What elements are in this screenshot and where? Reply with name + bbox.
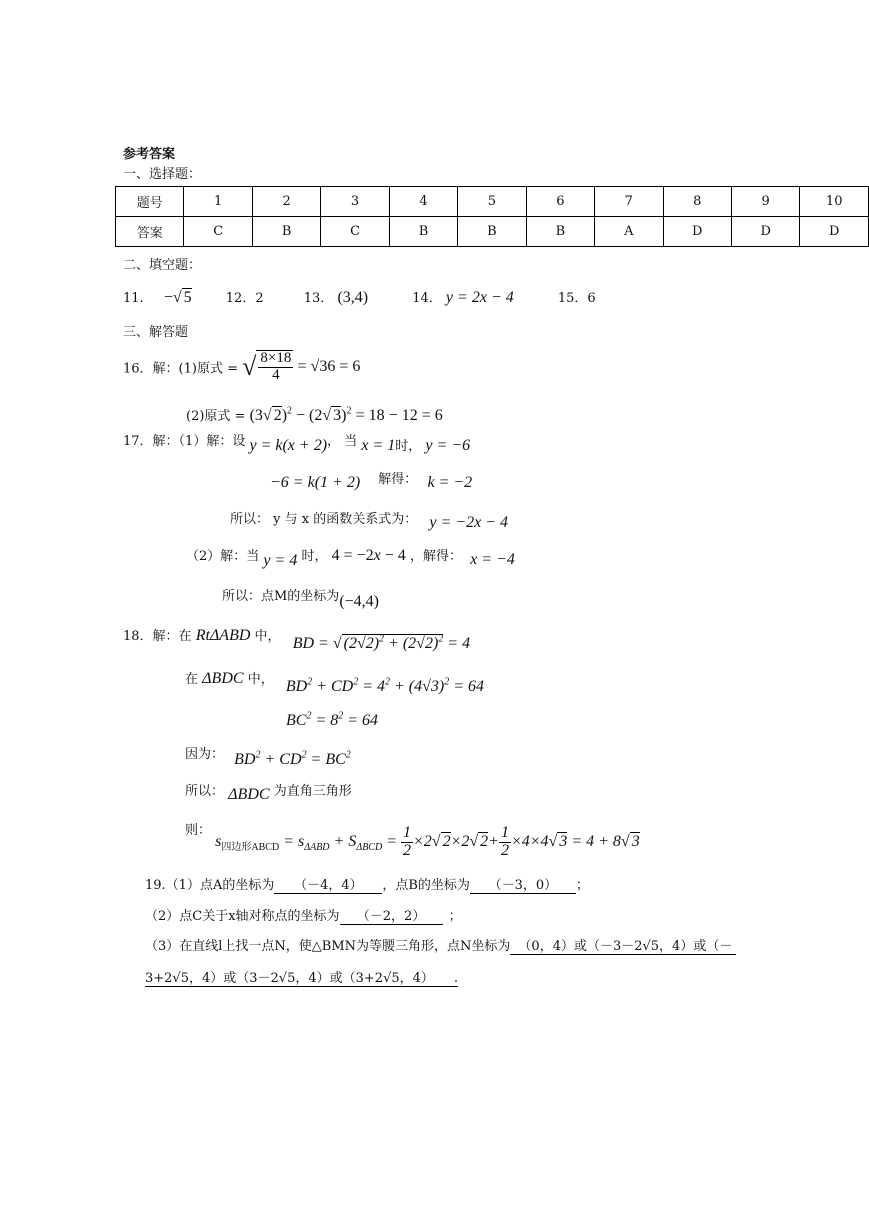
math-expr: RtΔABD <box>195 627 251 644</box>
q19-p1-a: 19.（1）点A的坐标为 <box>145 878 275 893</box>
q19-p3-a: （3）在直线l上找一点N，使△BMN为等腰三角形，点N坐标为 <box>145 939 511 954</box>
q17-suoyi2: 所以：点M的坐标为 <box>222 589 340 604</box>
section-solve-heading: 三、解答题 <box>123 325 189 340</box>
q18-suoyi: 所以： <box>185 784 225 799</box>
q16-result2: = 18 − 12 = 6 <box>355 407 443 424</box>
q19-answer-n2 <box>145 967 458 987</box>
q18-zai: 在 <box>185 672 199 687</box>
math-expr: (−4,4) <box>339 593 379 610</box>
q18-line1 <box>123 625 471 652</box>
q18-yinwei: 因为： <box>185 747 225 762</box>
q19-p1-c: ； <box>575 878 589 893</box>
q18-zhijiao: 为直角三角形 <box>273 784 352 799</box>
math-expr: y = −6 <box>425 437 471 454</box>
table-cell: 3 <box>321 187 389 217</box>
math-expr: −6 = k(1 + 2) <box>270 474 361 491</box>
q18-line2 <box>185 668 485 695</box>
q17-line1: 17．解：（1）解：设 y = k(x + 2)， 当 x = 1时， y = −6 <box>123 434 471 454</box>
q19-answer-a: （－4，4） <box>274 874 382 894</box>
q19-answer-n1: （0，4）或（－3－2√5，4）或（－ <box>510 935 736 955</box>
table-cell: 6 <box>526 187 594 217</box>
math-expr: 4 = −2x − 4 <box>331 547 406 564</box>
q18-line3 <box>286 711 378 730</box>
table-cell: 1 <box>184 187 252 217</box>
q18-ze: 则： <box>185 822 212 838</box>
q18-zhong: 中， <box>254 629 281 644</box>
table-cell: 2 <box>252 187 320 217</box>
q19-part2 <box>145 905 462 925</box>
q18-line6 <box>185 813 640 859</box>
fraction: $\frac{1}{2}$ <box>500 824 509 859</box>
q19-part3-line2 <box>145 967 458 987</box>
q17-yx: y 与 x 的函数关系式为： <box>273 512 418 527</box>
table-cell: B <box>458 217 526 247</box>
table-cell: D <box>663 217 731 247</box>
math-expr: $BD^2 + CD^2 = BC^2$ <box>234 749 351 768</box>
math-expr: y = −2x − 4 <box>429 514 508 531</box>
q19-answer-c: （－2，2） <box>340 905 443 925</box>
q17-jie: 解得： <box>378 472 418 487</box>
table-cell: B <box>389 217 457 247</box>
math-expr: $BD^2 + CD^2 = 4^2 + (4√3)^2 = 64$ <box>285 676 485 695</box>
section-fill-heading: 二、填空题： <box>123 258 202 273</box>
table-cell: B <box>252 217 320 247</box>
q17-when: 当 <box>344 434 358 449</box>
math-expr: y = k(x + 2) <box>249 437 328 454</box>
table-cell: A <box>595 217 663 247</box>
q16-label: 16．解：(1)原式 = <box>123 361 238 377</box>
table-cell: D <box>800 217 869 247</box>
math-expr: x = 1 <box>361 437 396 454</box>
math-expr: $s_{四边形ABCD} = s_{\Delta ABD} + S_{\Delta BCD}$ = $\frac{1}{2}$ ×2√ 2×2√ 2+ $\frac{1}{2}$ ×4×4√ 3 = 4 + 8√ 3 <box>215 824 640 859</box>
q17-p2: （2）解：当 <box>186 549 260 564</box>
table-cell: 8 <box>663 187 731 217</box>
q19-answer-b: （－3，0） <box>470 874 576 894</box>
table-row <box>116 187 869 217</box>
table-cell: C <box>184 217 252 247</box>
q14-answer: y = 2x − 4 <box>445 289 514 306</box>
q13-number: 13． <box>303 291 334 306</box>
math-expr: ΔBDC <box>202 670 244 687</box>
q18-line4 <box>185 743 351 768</box>
table-header-cell: 题号 <box>116 187 184 217</box>
sqrt-sign: √ <box>242 351 257 381</box>
table-cell: 5 <box>458 187 526 217</box>
q18-line5 <box>185 780 352 803</box>
q18-zhong2: 中， <box>247 672 274 687</box>
q17-jiede: ，解得： <box>409 549 462 564</box>
q16-expr: (3√ 2)$^2$ − (2√ 3)$^2$ <box>249 405 352 424</box>
table-row <box>116 217 869 247</box>
answer-table <box>115 186 869 247</box>
q17-line2 <box>270 472 472 492</box>
q17-shi: 时， <box>301 549 328 564</box>
q19-p2-c: ； <box>448 909 462 924</box>
q19-p2-a: （2）点C关于x轴对称点的坐标为 <box>145 909 340 924</box>
q16-result1: = √36 = 6 <box>297 357 361 375</box>
q11-answer: −√ 5 <box>163 289 192 306</box>
math-expr: y = 4 <box>263 552 298 569</box>
table-cell: 4 <box>389 187 457 217</box>
q19-end: . <box>453 971 459 986</box>
q19-part1 <box>145 874 589 894</box>
math-expr: x = −4 <box>470 551 515 568</box>
table-cell: C <box>321 217 389 247</box>
math-expr: $BC^2 = 8^2 = 64$ <box>286 711 379 730</box>
page-title: 参考答案 <box>123 147 176 162</box>
q19-p1-b: ，点B的坐标为 <box>382 878 470 893</box>
q14-number: 14． <box>412 291 442 306</box>
fraction: $\frac{1}{2}$ <box>403 824 411 859</box>
table-cell: 9 <box>731 187 799 217</box>
q18-label: 18．解：在 <box>123 629 192 644</box>
q16-part2 <box>186 405 443 425</box>
fraction: $\frac{8\times 18}{4}$ <box>256 350 293 384</box>
table-cell: 7 <box>595 187 663 217</box>
q11-number: 11. <box>123 291 144 306</box>
q16-part1 <box>123 350 360 384</box>
q19-part3-line1 <box>145 935 736 955</box>
table-header-cell: 答案 <box>116 217 184 247</box>
q17-line5 <box>222 585 379 610</box>
q19-answer-n2-text: 3+2√5，4）或（3－2√5，4）或（3+2√5，4） <box>145 971 434 986</box>
q17-label: 17．解：（1）解：设 <box>123 434 246 449</box>
table-cell: 10 <box>800 187 869 217</box>
math-expr: ΔBDC <box>228 786 270 803</box>
math-expr: k = −2 <box>427 474 473 491</box>
q13-answer: (3,4) <box>337 289 369 306</box>
q17-line3 <box>230 508 508 531</box>
q17-suoyi: 所以： <box>230 512 270 527</box>
q17-line4 <box>186 545 515 569</box>
fill-answers <box>123 287 596 307</box>
math-expr: BD = √ $(2√2)^2 + (2√2)^2 = 4$ <box>292 633 471 652</box>
table-cell: D <box>731 217 799 247</box>
q15-answer: 15．6 <box>557 291 596 306</box>
q12-answer: 12．2 <box>225 291 264 306</box>
section-choice-heading: 一、选择题： <box>123 167 202 182</box>
q16-label2: (2)原式 = <box>186 409 246 424</box>
table-cell: B <box>526 217 594 247</box>
